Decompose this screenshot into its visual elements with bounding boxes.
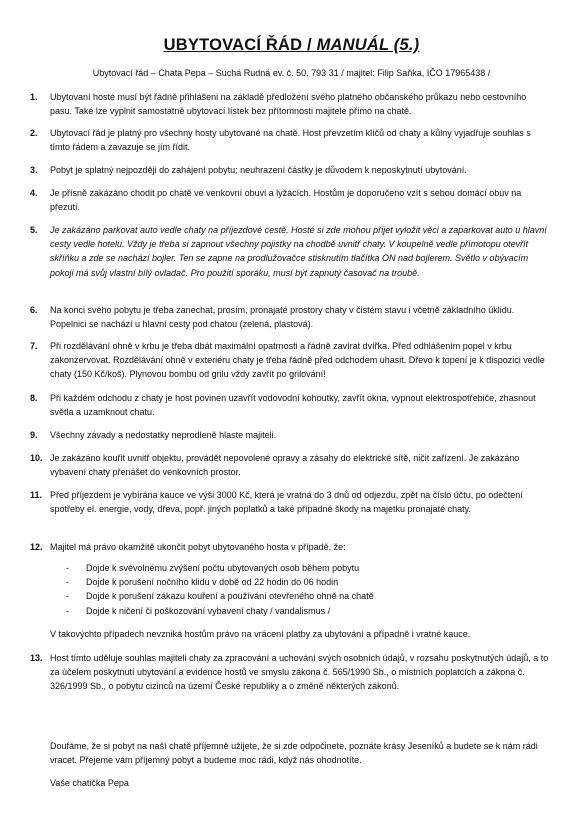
rule-number: 8. [30, 393, 38, 403]
rule-number: 4. [30, 188, 38, 198]
list-dash: - [66, 563, 69, 573]
rule-text: Ubytovaní hosté musí být řádně přihlášeni na základě předložení svého platného občanského průkazu nebo cestovního pasu. Také lze vyplnit samostatně ubytovací lístek bez přítomnosti majitele přímo na chatě. [50, 92, 527, 117]
rule-text: Ubytovací řád je platný pro všechny hosty ubytované na chatě. Host převzetím klíčů od chaty a kůlny vyjadřuje souhlas s tímto řádem a zavazuje se jím řídit. [50, 128, 531, 153]
rule-item-3 [30, 163, 550, 177]
rule-number: 1. [30, 92, 38, 102]
rule-number: 3. [30, 165, 38, 175]
list-item [66, 561, 546, 575]
rule-item-4 [30, 186, 550, 214]
rule-item-12 [30, 540, 550, 554]
rule-number: 9. [30, 430, 38, 440]
rule-text: Při každém odchodu z chaty je host povinen uzavřít vodovodní kohoutky, zavřít okna, vypnout elektrospotřebiče, zhasnout světla a uzamknout chatu. [50, 393, 536, 418]
rule-text: Je přísně zakázáno chodit po chatě ve venkovní obuvi a lyžácích. Hostům je doporučeno vzít s sebou domácí obuv na přezutí. [50, 188, 522, 213]
rule-number: 2. [30, 128, 38, 138]
signature: Vaše chatička Pepa [50, 778, 129, 788]
rule-item-13 [30, 651, 550, 694]
rule-text: Na konci svého pobytu je třeba zanechat, prosím, pronajaté prostory chaty v čistém stavu i včetně základního úklidu. Popelnici se nachází u hlavní cesty pod chatou (zelená, plastová). [50, 305, 515, 330]
list-dash: - [66, 591, 69, 602]
list-item [66, 604, 546, 618]
closing-paragraph: Doufáme, že si pobyt na naší chatě příjemně užijete, že si zde odpočinete, poznáte krásy Jeseníků a budete se k nám rádi vracet. Přejeme vám příjemný pobyt a budeme moc rádi, když nás ohodnotíte. [50, 741, 538, 766]
rule-number: 13. [30, 653, 43, 663]
list-item-text: Dojde k porušení zákazu kouření a používání otevřeného ohně na chatě [86, 591, 374, 602]
refund-note: V takovýchto případech nevzniká hostům právo na vrácení platby za ubytování a případně i vratné kauce. [50, 629, 471, 639]
document-title [0, 36, 583, 55]
rule-item-5 [30, 223, 550, 280]
list-item-text: Dojde k svévolnému zvýšení počtu ubytovaných osob během pobytu [86, 563, 360, 573]
rule-number: 7. [30, 341, 38, 351]
termination-reasons-list [66, 561, 546, 618]
title-main: UBYTOVACÍ ŘÁD / [163, 36, 317, 54]
rule-number: 5. [30, 225, 38, 235]
rule-text: Všechny závady a nedostatky neprodleně hlaste majiteli. [50, 430, 277, 440]
list-item-text: Dojde k porušení nočního klidu v době od 22 hodin do 06 hodin [86, 577, 339, 588]
rule-item-9 [30, 428, 550, 442]
rule-number: 11. [30, 490, 43, 500]
rule-item-10 [30, 451, 550, 479]
rule-text: Před příjezdem je vybírána kauce ve výši 3000 Kč, která je vratná do 3 dnů od odjezdu, zpět na číslo účtu, po odečtení spotřeby el. energie, vody, dřeva, popř. jiných poplatků a také případné škody na majetku pronajaté chaty. [50, 490, 523, 515]
rule-text: Host tímto uděluje souhlas majiteli chaty za zpracování a uchování svých osobních údajů, v rozsahu poskytnutých údajů, a to za účelem poskytnutí ubytování a evidence hostů ve smyslu zákona č. 565/1990 Sb., o místních poplatcích a zákona č. 326/1999 Sb., o pobytu cizinců na území České republiky a o změně některých zákonů. [50, 653, 549, 692]
rule-text: Je zakázáno kouřit uvnitř objektu, provádět nepovolené opravy a zásahy do elektrické sítě, ničit zařízení. Je zakázáno vybavení chaty přenášet do venkovních prostor. [50, 453, 520, 478]
rule-item-1 [30, 90, 550, 118]
list-item-text: Dojde k ničení či poškozování vybavení chaty / vandalismus / [86, 605, 331, 616]
title-italic: MANUÁL (5.) [316, 36, 420, 54]
rule-item-8 [30, 391, 550, 419]
rule-number: 10. [30, 453, 43, 463]
rule-item-2 [30, 126, 550, 154]
list-dash: - [66, 577, 69, 588]
rule-item-6 [30, 303, 550, 331]
list-dash: - [66, 605, 69, 616]
rule-text: Je zakázáno parkovat auto vedle chaty na příjezdové cestě. Hosté si zde mohou přijet vyložit věci a zaparkovat auto u hlavní cesty vedle hotelu. Vždy je třeba si zapnout všechny pojistky na chodbě uvnitř chaty. V koupelně vedle přímotopu otevřít skříňku a zde se nachází bojler. Ten se zapne na prodlužovačce stisknutím tlačítka ON nad bojlerem. Světlo v obývacím pokoji má svůj vlastní bílý ovladač. Pro použití sporáku, musí být zapnutý časovač na troubě. [50, 225, 547, 278]
rule-number: 6. [30, 305, 38, 315]
document-subtitle: Ubytovací řád – Chata Pepa – Suchá Rudná ev. č. 50, 793 31 / majitel: Filip Saňka, IČO 17965438 / [92, 68, 491, 78]
rule-text: Při rozdělávání ohně v krbu je třeba dbát maximální opatrnosti a řádně zavírat dvířka. Před odhlášením popel v krbu zakonzervovat. Rozdělávání ohně v exteriéru chaty je třeba řádně před odchodem uhasit. Dřevo k topení je k dispozici vedle chaty (150 Kč/koš). Plynovou bombu od grilu vždy zavřít po grilování! [50, 341, 545, 380]
rule-number: 12. [30, 542, 43, 552]
list-item [66, 575, 546, 589]
rule-text: Majitel má právo okamžitě ukončit pobyt ubytovaného hosta v případě, že: [50, 542, 346, 552]
rule-item-11 [30, 488, 550, 516]
rule-text: Pobyt je splatný nejpozději do zahájení pobytu; neuhrazení částky je důvodem k neposkytnutí ubytování. [50, 165, 467, 175]
rule-item-7 [30, 339, 550, 382]
list-item [66, 589, 546, 603]
